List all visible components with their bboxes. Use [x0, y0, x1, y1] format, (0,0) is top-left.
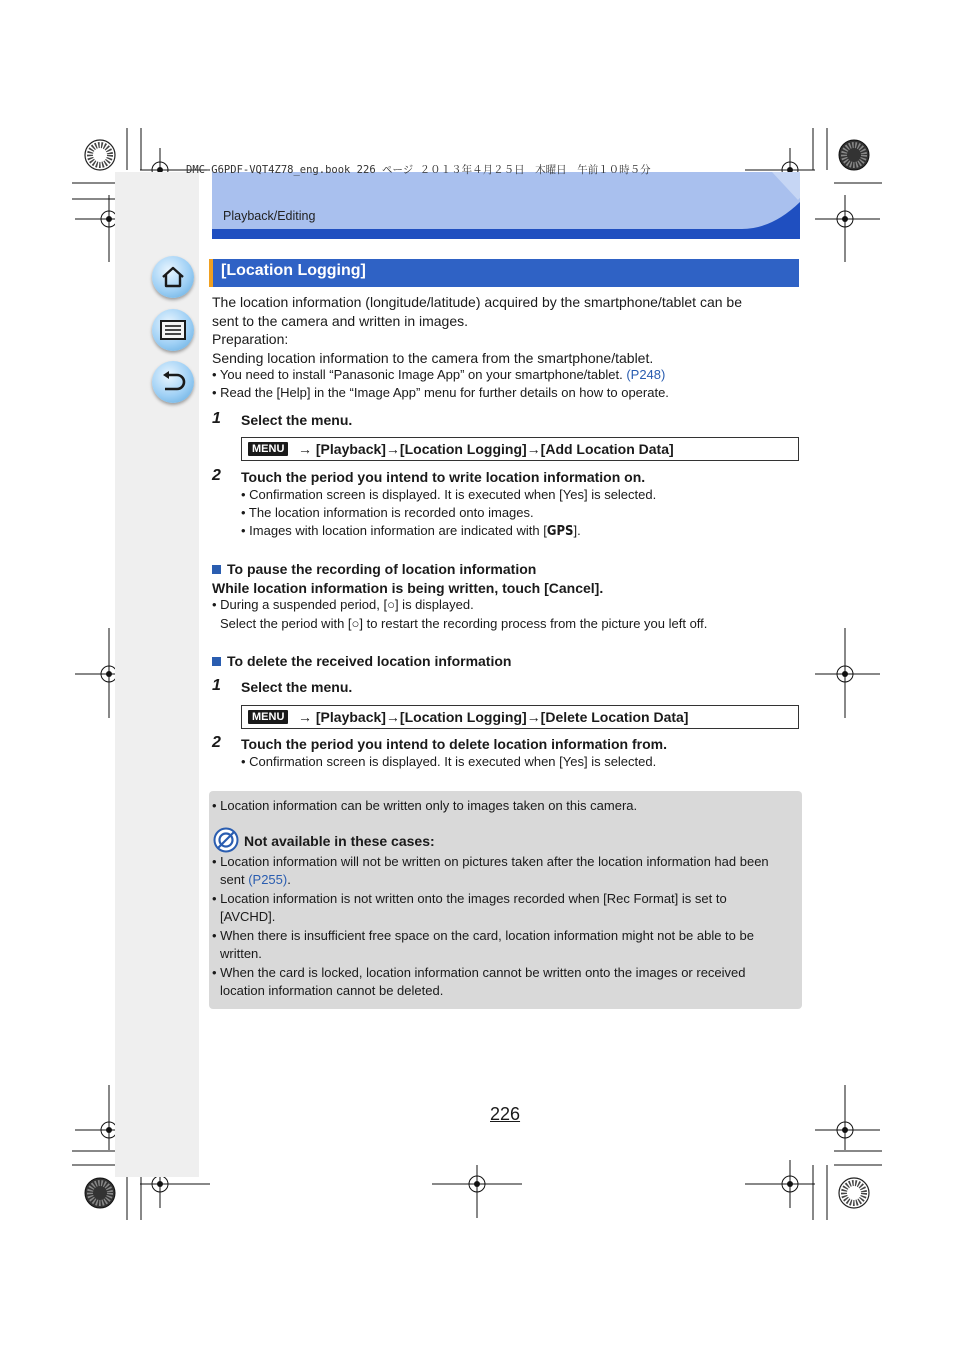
step-text: Touch the period you intend to delete location information from. — [241, 736, 667, 752]
list-icon — [159, 318, 187, 342]
step-bullet: • Confirmation screen is displayed. It is executed when [Yes] is selected. — [241, 487, 657, 502]
return-icon — [159, 370, 187, 394]
not-available-list — [212, 853, 802, 1000]
step-number: 2 — [212, 734, 221, 751]
list-item-continued — [212, 871, 802, 889]
pause-subheading: While location information is being written, touch [Cancel]. — [212, 580, 604, 596]
list-item-text: sent — [220, 872, 249, 887]
step-text: Select the menu. — [241, 412, 353, 428]
pause-heading-text: To pause the recording of location information — [227, 561, 537, 577]
delete-heading-text: To delete the received location information — [227, 653, 512, 669]
print-header-line: DMC-G6PDF-VQT4Z78_eng.book 226 ページ ２０１３年４月２５日 木曜日 午前１０時５分 — [186, 164, 651, 176]
step-bullet-text: ]. — [573, 523, 581, 538]
not-available-heading: Not available in these cases: — [244, 833, 435, 849]
step-bullet: • The location information is recorded onto images. — [241, 505, 534, 520]
step-number: 2 — [212, 467, 221, 484]
pause-bullet: • During a suspended period, [○] is displayed. — [212, 597, 474, 612]
square-bullet-icon — [212, 565, 221, 574]
intro-bullet-text: • You need to install “Panasonic Image App” on your smartphone/tablet. — [212, 367, 627, 382]
link-p255[interactable]: (P255) — [248, 872, 288, 887]
intro-line: The location information (longitude/latitude) acquired by the smartphone/tablet can be — [212, 294, 742, 310]
preparation-text: Sending location information to the camera from the smartphone/tablet. — [212, 349, 654, 366]
page-number: 226 — [490, 1104, 521, 1124]
section-header-band — [212, 172, 800, 239]
menu-path-box — [241, 705, 799, 729]
back-button[interactable] — [152, 361, 194, 403]
list-item-text: . — [287, 872, 291, 887]
step-text: Touch the period you intend to write location information on. — [241, 469, 646, 485]
step-text: Select the menu. — [241, 679, 353, 695]
home-icon — [160, 264, 186, 290]
page-title-bar — [209, 259, 799, 287]
list-item: • When there is insufficient free space on the card, location information might not be able to be — [212, 928, 754, 943]
list-item-continued: location information cannot be deleted. — [220, 983, 444, 998]
gps-icon: GPS — [546, 524, 574, 539]
home-button[interactable] — [152, 256, 194, 298]
menu-path-box — [241, 437, 799, 461]
list-item-continued: [AVCHD]. — [220, 909, 276, 924]
step-bullet: • Confirmation screen is displayed. It is executed when [Yes] is selected. — [241, 754, 657, 769]
page-title: [Location Logging] — [221, 262, 366, 279]
step-bullet — [241, 522, 581, 541]
list-item-continued: written. — [220, 946, 262, 961]
intro-text — [212, 293, 802, 367]
list-item: • Location information will not be written on pictures taken after the location information had been — [212, 854, 769, 869]
menu-list-button[interactable] — [152, 309, 194, 351]
delete-heading — [212, 652, 511, 671]
intro-bullet: • Read the [Help] in the “Image App” menu for further details on how to operate. — [212, 385, 669, 400]
pause-heading — [212, 560, 536, 579]
note-item: • Location information can be written only to images taken on this camera. — [212, 798, 638, 813]
menu-badge: MENU — [248, 442, 288, 456]
intro-bullet — [212, 366, 665, 384]
menu-path-text: → [Playback]→[Location Logging]→[Delete Location Data] — [298, 709, 689, 725]
link-p248[interactable]: (P248) — [626, 367, 666, 382]
pause-bullet-continued: Select the period with [○] to restart the recording process from the picture you left off. — [220, 616, 708, 631]
not-available-icon — [213, 827, 239, 853]
list-item: • Location information is not written onto the images recorded when [Rec Format] is set to — [212, 891, 727, 906]
preparation-label: Preparation: — [212, 331, 289, 347]
step-bullet-text: • Images with location information are indicated with [ — [241, 523, 547, 538]
menu-badge: MENU — [248, 710, 288, 724]
intro-line: sent to the camera and written in images. — [212, 312, 469, 329]
square-bullet-icon — [212, 657, 221, 666]
section-label: Playback/Editing — [223, 209, 316, 223]
list-item: • When the card is locked, location information cannot be written onto the images or received — [212, 965, 746, 980]
step-number: 1 — [212, 410, 221, 427]
step-number: 1 — [212, 677, 221, 694]
menu-path-text: → [Playback]→[Location Logging]→[Add Location Data] — [298, 441, 674, 457]
